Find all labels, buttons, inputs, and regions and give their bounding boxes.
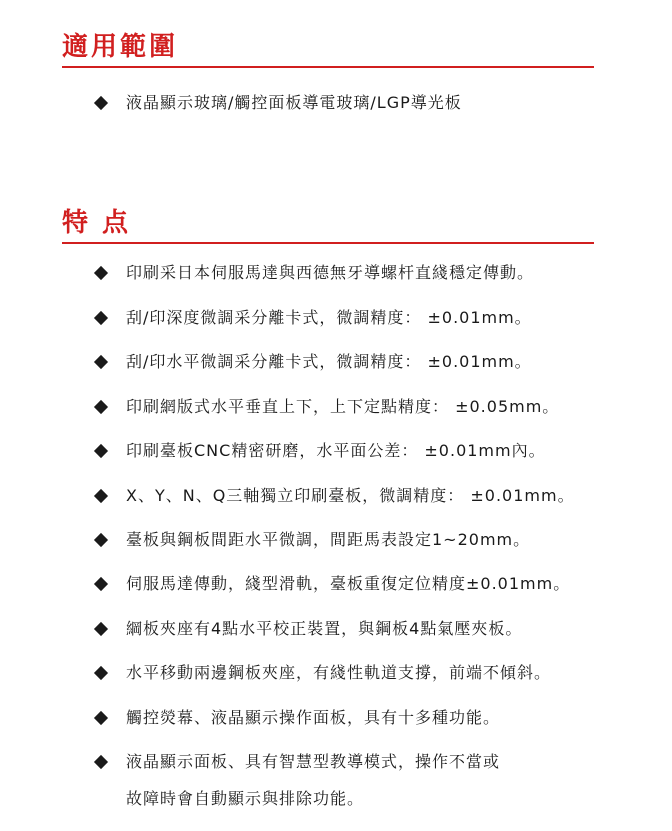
feature-item-text: 刮/印水平微調采分離卡式，微調精度： ±0.01mm。 — [126, 352, 532, 371]
feature-item — [100, 303, 600, 333]
application-section — [62, 30, 594, 68]
feature-item — [100, 392, 600, 422]
application-heading: 適用範圍 — [62, 32, 179, 62]
feature-item-text: 印刷采日本伺服馬達與西德無牙導螺杆直綫穩定傳動。 — [126, 263, 535, 282]
features-heading: 特点 — [62, 208, 143, 238]
features-divider — [62, 242, 594, 244]
feature-item — [100, 525, 600, 555]
feature-item — [100, 569, 600, 599]
feature-item — [100, 436, 600, 466]
application-item — [100, 88, 600, 118]
application-divider — [62, 66, 594, 68]
feature-item — [100, 481, 600, 511]
application-item-text: 液晶顯示玻璃/觸控面板導電玻璃/LGP導光板 — [126, 93, 462, 112]
feature-item-text: X、Y、N、Q三軸獨立印刷臺板，微調精度： ±0.01mm。 — [126, 486, 575, 505]
feature-item — [100, 258, 600, 288]
feature-item — [100, 747, 600, 777]
feature-item — [100, 614, 600, 644]
feature-item-text: 印刷臺板CNC精密研磨，水平面公差： ±0.01mm內。 — [126, 441, 546, 460]
feature-item-text: 液晶顯示面板、具有智慧型教導模式，操作不當或 — [126, 752, 501, 771]
feature-item-text: 觸控熒幕、液晶顯示操作面板，具有十多種功能。 — [126, 708, 501, 727]
feature-item-text: 水平移動兩邊鋼板夾座，有綫性軌道支撐，前端不傾斜。 — [126, 663, 552, 682]
feature-item-continuation — [100, 784, 600, 814]
feature-item-text: 刮/印深度微調采分離卡式，微調精度： ±0.01mm。 — [126, 308, 532, 327]
feature-item-text: 故障時會自動顯示與排除功能。 — [126, 789, 365, 808]
feature-item-text: 臺板與鋼板間距水平微調，間距馬表設定1~20mm。 — [126, 530, 531, 549]
feature-item-text: 伺服馬達傳動，綫型滑軌，臺板重復定位精度±0.01mm。 — [126, 574, 571, 593]
feature-item — [100, 347, 600, 377]
feature-item-text: 印刷網版式水平垂直上下，上下定點精度： ±0.05mm。 — [126, 397, 560, 416]
feature-item-text: 綱板夾座有4點水平校正裝置，與鋼板4點氣壓夾板。 — [126, 619, 523, 638]
feature-item — [100, 658, 600, 688]
feature-item — [100, 703, 600, 733]
features-section — [62, 206, 594, 244]
